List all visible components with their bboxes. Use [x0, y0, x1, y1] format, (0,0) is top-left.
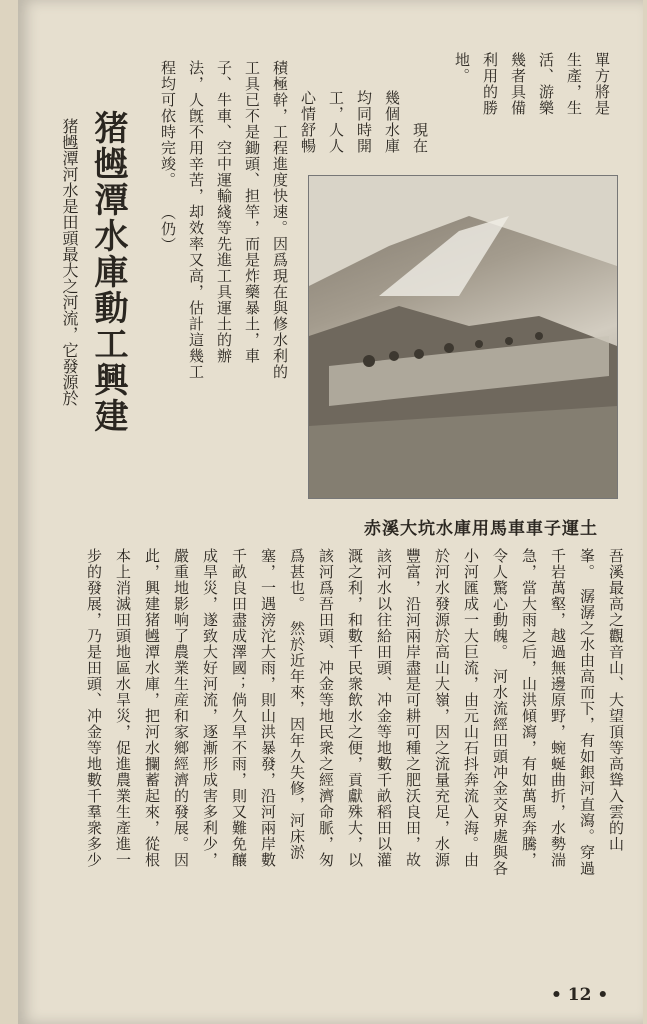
text-column: 本上消滅田頭地區水旱災，促進農業生產進一 — [114, 548, 132, 868]
text-column: 子、牛車、空中運輸綫等先進工具運土的辦 — [215, 60, 233, 364]
text-column: 步的發展，乃是田頭、冲金等地數千羣衆多少 — [85, 548, 103, 868]
text-column: 於河水發源於高山大嶺，因之流量充足，水源 — [433, 548, 451, 868]
text-column: 積極幹，工程進度快速。因爲現在與修水利的 — [271, 60, 289, 380]
lead-text: 猪乸潭河水是田頭最大之河流，它發源於 — [60, 118, 79, 406]
text-column: 溉之利，和數千民衆飲水之便，貢獻殊大，以 — [346, 548, 364, 868]
text-column: 嚴重地影响了農業生産和家鄉經濟的發展。因 — [172, 548, 190, 868]
text-column: 令人驚心動魄。 河水流經田頭冲金交界處與各 — [491, 548, 509, 877]
text-column: 生產，生 — [565, 52, 583, 116]
text-column: 千岩萬壑，越過無邊原野，蜿蜒曲折，水勢湍 — [549, 548, 567, 868]
text-column: 塞，一遇滂沱大雨，則山洪暴發，沿河兩岸數 — [259, 548, 277, 868]
text-column: 工具已不是鋤頭、担竿，而是炸藥暴土，車 — [243, 60, 261, 364]
document-page — [18, 0, 643, 1024]
text-column: 該河爲吾田頭、冲金等地民衆之經濟命脈，匆 — [317, 548, 335, 868]
text-column: 現在 — [411, 90, 429, 154]
photo-illustration — [309, 176, 617, 498]
text-column: 法，人旣不用辛苦，却效率又高，估計這幾工 — [187, 60, 205, 380]
text-column: 爲甚也。 然於近年來，因年久失修，河床淤 — [288, 548, 306, 861]
text-column: 均同時開 — [355, 90, 373, 154]
text-column: 小河匯成一大巨流，由元山石抖奔流入海。由 — [462, 548, 480, 868]
text-column: 地。 — [453, 52, 471, 84]
text-column: 工，人人 — [327, 90, 345, 154]
reservoir-photo — [308, 175, 618, 499]
text-column: 此，興建猪乸潭水庫，把河水攔蓄起來，從根 — [143, 548, 161, 868]
text-column: 峯。 潺潺之水由高而下，有如銀河直瀉。穿過 — [578, 548, 596, 877]
text-column: 該河水以往給田頭、冲金等地數千畝稻田以灌 — [375, 548, 393, 868]
text-column: 心情舒暢 — [299, 90, 317, 154]
text-column: 程均可依時完竣。 （仍） — [159, 60, 177, 253]
text-column: 吾溪最高之觀音山、大望頂等高聳入雲的山 — [607, 548, 625, 852]
text-column: 急，當大雨之后，山洪傾瀉，有如萬馬奔騰， — [520, 548, 538, 868]
text-column: 成旱災，遂致大好河流，逐漸形成害多利少， — [201, 548, 219, 868]
text-column: 千畝良田盡成澤國；倘久旱不雨，則又難免釀 — [230, 548, 248, 868]
text-column: 幾者具備 — [509, 52, 527, 116]
photo-caption: 赤溪大坑水庫用馬車車子運土 — [364, 519, 598, 539]
page-number: • 12 • — [551, 985, 609, 1005]
text-column: 豐富，沿河兩岸盡是可耕可種之肥沃良田，故 — [404, 548, 422, 868]
text-column: 活、游樂 — [537, 52, 555, 116]
text-column: 幾個水庫 — [383, 90, 401, 154]
text-column: 單方將是 — [593, 52, 611, 116]
article-title: 猪乸潭水庫動工興建 — [88, 110, 128, 434]
text-column: 利用的勝 — [481, 52, 499, 116]
